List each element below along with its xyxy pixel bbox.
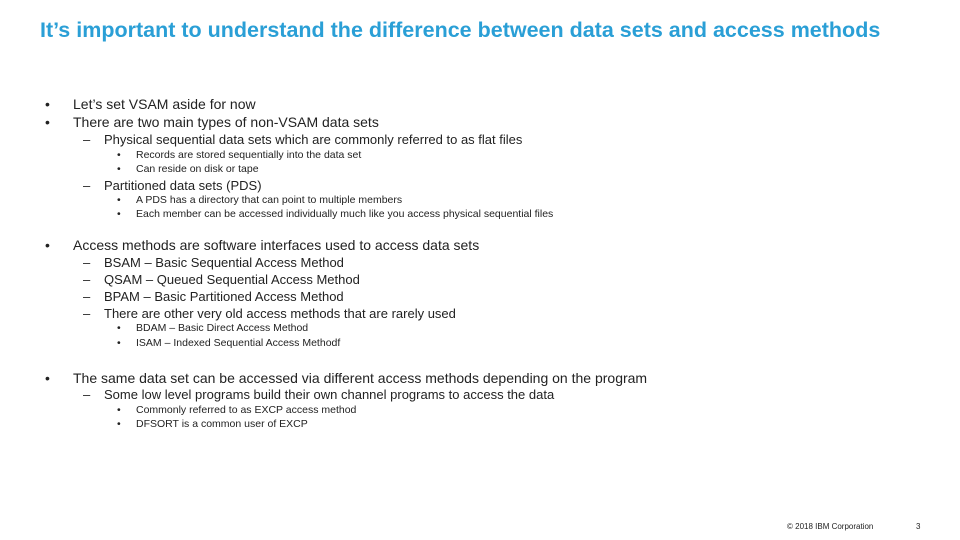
subsub-excp: Commonly referred to as EXCP access method	[136, 404, 357, 416]
bullet-marker: •	[45, 96, 50, 112]
bullet-marker: •	[117, 404, 121, 416]
subsub-dfsort: DFSORT is a common user of EXCP	[136, 418, 308, 430]
bullet-non-vsam-types: There are two main types of non-VSAM data sets	[73, 114, 379, 130]
subsub-member-access: Each member can be accessed individually much like you access physical sequential files	[136, 208, 554, 220]
bullet-marker: •	[45, 114, 50, 130]
bullet-marker: •	[117, 208, 121, 220]
sub-qsam: QSAM – Queued Sequential Access Method	[104, 272, 360, 287]
bullet-marker: •	[117, 337, 121, 349]
dash-marker: –	[83, 132, 91, 147]
dash-marker: –	[83, 272, 91, 287]
bullet-marker: •	[117, 418, 121, 430]
bullet-marker: •	[117, 322, 121, 334]
bullet-same-data-set: The same data set can be accessed via different access methods depending on the program	[73, 370, 648, 386]
sub-bpam: BPAM – Basic Partitioned Access Method	[104, 289, 344, 304]
footer-copyright: © 2018 IBM Corporation	[787, 522, 874, 531]
dash-marker: –	[83, 255, 91, 270]
dash-marker: –	[83, 289, 91, 304]
sub-bsam: BSAM – Basic Sequential Access Method	[104, 255, 344, 270]
bullet-marker: •	[117, 149, 121, 161]
subsub-disk-or-tape: Can reside on disk or tape	[136, 163, 259, 175]
dash-marker: –	[83, 387, 91, 402]
sub-channel-programs: Some low level programs build their own channel programs to access the data	[104, 387, 555, 402]
slide-title: It’s important to understand the difference between data sets and access methods	[40, 18, 881, 42]
bullet-marker: •	[117, 194, 121, 206]
subsub-pds-directory: A PDS has a directory that can point to multiple members	[136, 194, 403, 206]
sub-physical-sequential: Physical sequential data sets which are commonly referred to as flat files	[104, 132, 523, 147]
dash-marker: –	[83, 178, 91, 193]
subsub-records-sequential: Records are stored sequentially into the data set	[136, 149, 362, 161]
page-number: 3	[916, 522, 921, 531]
bullet-marker: •	[45, 237, 50, 253]
bullet-marker: •	[117, 163, 121, 175]
subsub-isam: ISAM – Indexed Sequential Access Methodf	[136, 337, 341, 349]
sub-partitioned: Partitioned data sets (PDS)	[104, 178, 262, 193]
subsub-bdam: BDAM – Basic Direct Access Method	[136, 322, 309, 334]
dash-marker: –	[83, 306, 91, 321]
sub-old-access-methods: There are other very old access methods that are rarely used	[104, 306, 456, 321]
bullet-access-methods: Access methods are software interfaces used to access data sets	[73, 237, 480, 253]
bullet-vsam-aside: Let’s set VSAM aside for now	[73, 96, 256, 112]
bullet-marker: •	[45, 370, 50, 386]
